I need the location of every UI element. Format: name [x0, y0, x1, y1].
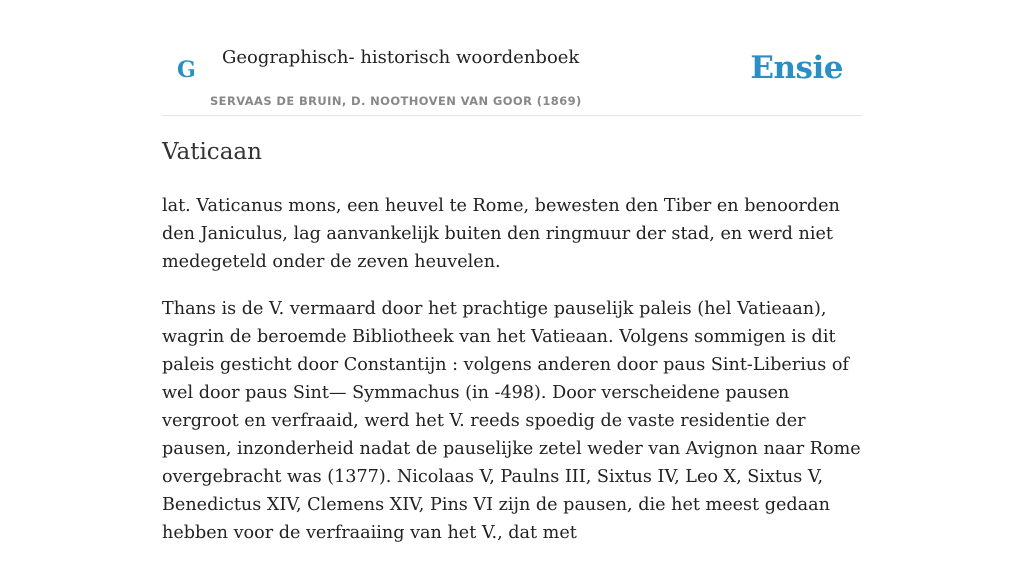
book-title[interactable]: Geographisch- historisch woordenboek	[222, 47, 580, 68]
entry-content	[162, 192, 862, 566]
entry-paragraph: Thans is de V. vermaard door het prachtige pauselijk paleis (hel Vatieaan), wagrin de beroemde Bibliotheek van het Vatieaan. Volgens sommigen is dit paleis gesticht door Constantijn : volgens anderen door paus Sint-Liberius of wel door paus Sint— Symmachus (in -498). Door verscheidene pausen vergroot en verfraaid, werd het V. reeds spoedig de vaste residentie der pausen, inzonderheid nadat de pauselijke zetel weder van Avignon naar Rome overgebracht was (1377). Nicolaas V, Paulns III, Sixtus IV, Leo X, Sixtus V, Benedictus XIV, Clemens XIV, Pins VI zijn de pausen, die het meest gedaan hebben voor de verfraaiing van het V., dat met	[162, 299, 861, 543]
brand-logo[interactable]: Ensie	[750, 50, 843, 86]
book-authors: SERVAAS DE BRUIN, D. NOOTHOVEN VAN GOOR (1869)	[210, 94, 582, 108]
page-header	[162, 40, 862, 116]
book-logo-icon[interactable]: G	[177, 57, 196, 83]
entry-title: Vaticaan	[162, 139, 262, 165]
entry-paragraph: lat. Vaticanus mons, een heuvel te Rome, bewesten den Tiber en benoorden den Janiculus, lag aanvankelijk buiten den ringmuur der stad, en werd niet medegeteld onder de zeven heuvelen.	[162, 196, 840, 272]
